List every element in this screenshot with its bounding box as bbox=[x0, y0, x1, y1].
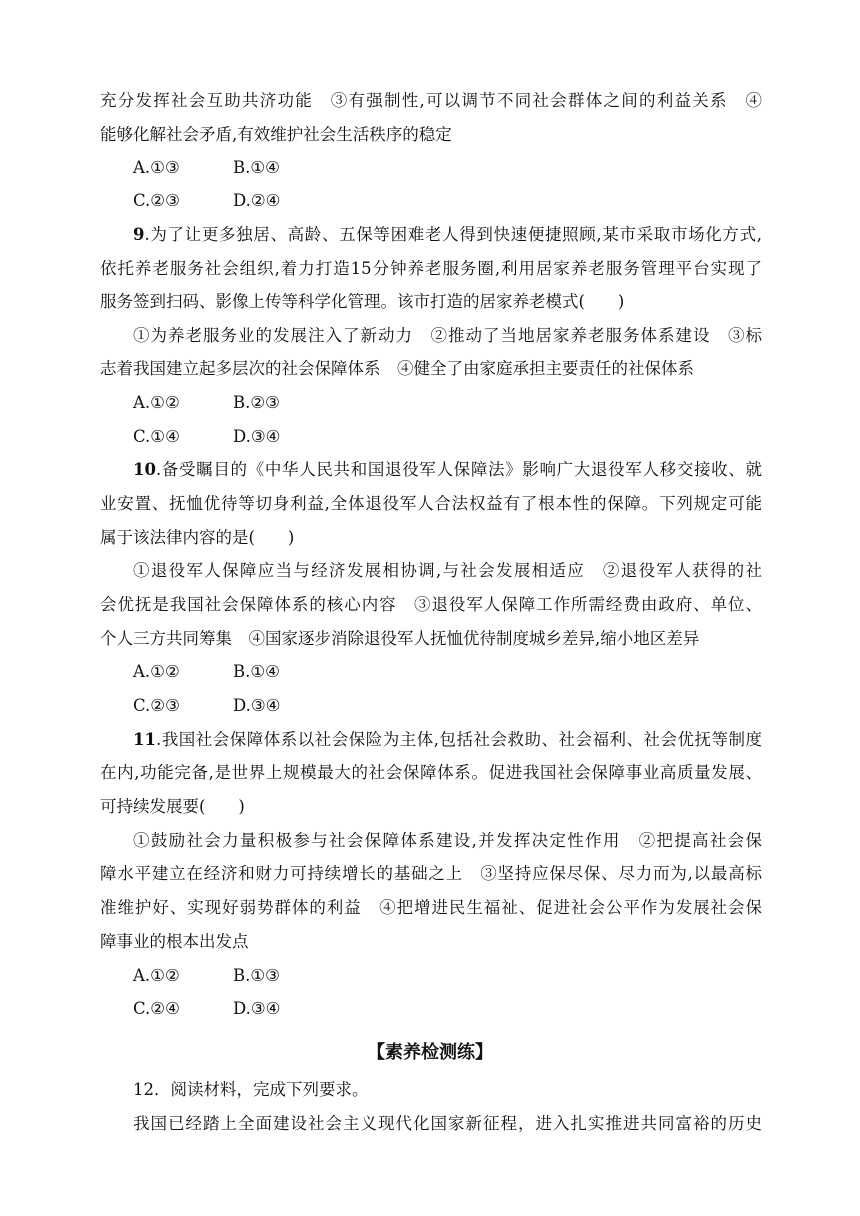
q11-option-a: A.①② bbox=[133, 966, 180, 985]
q9-statement-line-2: 志着我国建立起多层次的社会保障体系 ④健全了由家庭承担主要责任的社保体系 bbox=[100, 359, 694, 378]
q11-stem-line-1 bbox=[133, 729, 762, 751]
q8-option-c: C.②③ bbox=[133, 191, 180, 210]
q10-statement-line-2: 会优抚是我国社会保障体系的核心内容 ③退役军人保障工作所需经费由政府、单位、 bbox=[100, 595, 762, 614]
q10-option-c: C.②③ bbox=[133, 696, 180, 715]
q8-statement-line-2: 能够化解社会矛盾,有效维护社会生活秩序的稳定 bbox=[100, 125, 452, 144]
q12-prompt: 12．阅读材料，完成下列要求。 bbox=[133, 1080, 369, 1099]
q9-number: 9 bbox=[133, 225, 145, 244]
q9-option-a: A.①② bbox=[133, 393, 180, 412]
q10-stem-text-1: .备受瞩目的《中华人民共和国退役军人保障法》影响广大退役军人移交接收、就 bbox=[155, 460, 762, 479]
q10-statement-line-1: ①退役军人保障应当与经济发展相协调,与社会发展相适应 ②退役军人获得的社 bbox=[133, 561, 762, 580]
q11-stem-text-1: .我国社会保障体系以社会保险为主体,包括社会救助、社会福利、社会优抚等制度 bbox=[155, 730, 762, 749]
q11-statement-line-2: 障水平建立在经济和财力可持续增长的基础之上 ③坚持应保尽保、尽力而为,以最高标 bbox=[100, 864, 762, 883]
q9-stem-line-3: 服务签到扫码、影像上传等科学化管理。该市打造的居家养老模式( ) bbox=[100, 292, 625, 311]
q9-option-b: B.②③ bbox=[233, 393, 280, 412]
q8-statement-line-1: 充分发挥社会互助共济功能 ③有强制性,可以调节不同社会群体之间的利益关系 ④ bbox=[100, 91, 762, 110]
q8-option-a: A.①③ bbox=[133, 158, 180, 177]
q9-option-c: C.①④ bbox=[133, 427, 180, 446]
q10-stem-line-3: 属于该法律内容的是( ) bbox=[100, 528, 295, 547]
q10-option-d: D.③④ bbox=[233, 696, 281, 715]
q10-option-b: B.①④ bbox=[233, 662, 280, 681]
q8-option-d: D.②④ bbox=[233, 191, 281, 210]
q12-material-line-1: 我国已经踏上全面建设社会主义现代化国家新征程，进入扎实推进共同富裕的历史 bbox=[133, 1114, 762, 1133]
q9-option-d: D.③④ bbox=[233, 427, 281, 446]
q9-stem-line-2: 依托养老服务社会组织,着力打造15分钟养老服务圈,利用居家养老服务管理平台实现了 bbox=[100, 259, 762, 278]
q10-statement-line-3: 个人三方共同筹集 ④国家逐步消除退役军人抚恤优待制度城乡差异,缩小地区差异 bbox=[100, 629, 700, 648]
q11-statement-line-3: 准维护好、实现好弱势群体的利益 ④把增进民生福祉、促进社会公平作为发展社会保 bbox=[100, 898, 762, 917]
q10-number: 10 bbox=[133, 460, 156, 479]
section-title: 【素养检测练】 bbox=[367, 1042, 493, 1063]
q10-stem-line-2: 业安置、抚恤优待等切身利益,全体退役军人合法权益有了根本性的保障。下列规定可能 bbox=[100, 494, 762, 513]
q9-statement-line-1: ①为养老服务业的发展注入了新动力 ②推动了当地居家养老服务体系建设 ③标 bbox=[133, 326, 762, 345]
q11-stem-line-2: 在内,功能完备,是世界上规模最大的社会保障体系。促进我国社会保障事业高质量发展、 bbox=[100, 763, 762, 782]
q9-stem-line-1 bbox=[133, 224, 762, 246]
q11-statement-line-4: 障事业的根本出发点 bbox=[100, 932, 249, 951]
q8-option-b: B.①④ bbox=[233, 158, 280, 177]
q11-statement-line-1: ①鼓励社会力量积极参与社会保障体系建设,并发挥决定性作用 ②把提高社会保 bbox=[133, 831, 762, 850]
q10-stem-line-1 bbox=[133, 459, 762, 481]
q9-stem-text-1: .为了让更多独居、高龄、五保等困难老人得到快速便捷照顾,某市采取市场化方式, bbox=[144, 225, 762, 244]
q11-stem-line-3: 可持续发展要( ) bbox=[100, 797, 245, 816]
q11-number: 11 bbox=[133, 730, 156, 749]
q11-option-d: D.③④ bbox=[233, 999, 281, 1018]
q11-option-c: C.②④ bbox=[133, 999, 180, 1018]
q10-option-a: A.①② bbox=[133, 662, 180, 681]
q11-option-b: B.①③ bbox=[233, 966, 280, 985]
